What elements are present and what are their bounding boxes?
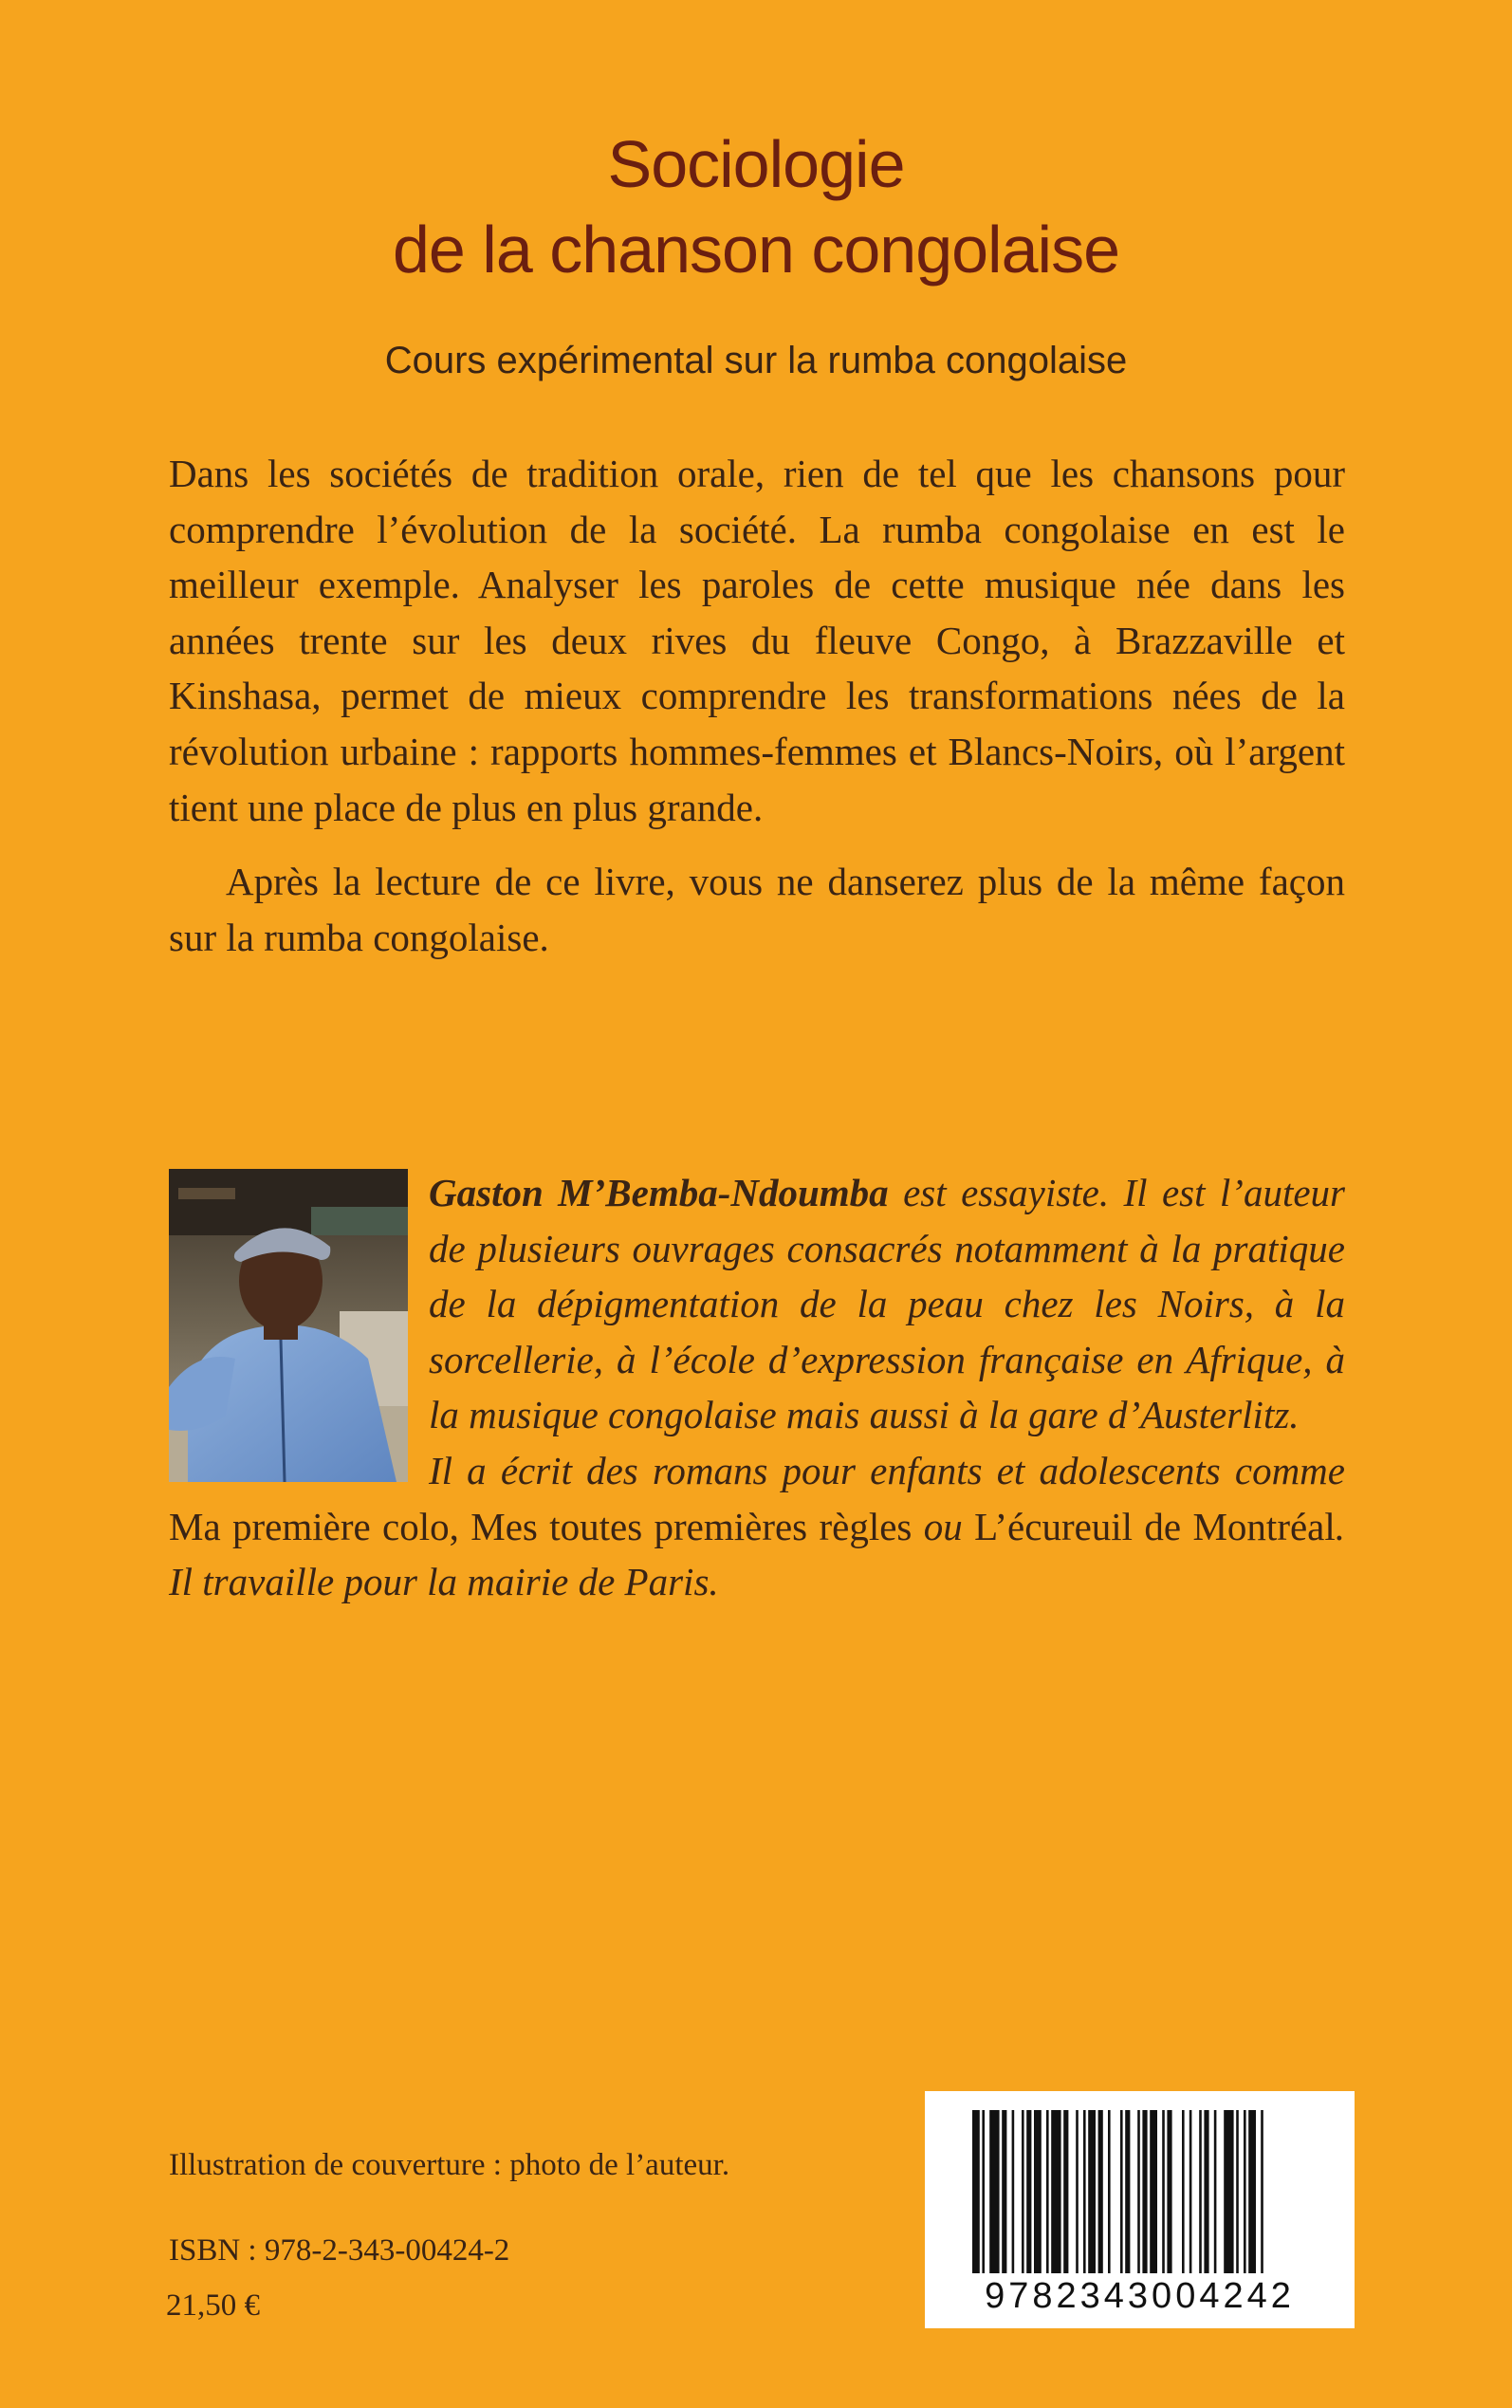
barcode-bar [1204, 2110, 1208, 2273]
barcode-bars [925, 2091, 1355, 2281]
barcode-bar [1244, 2110, 1246, 2273]
photo-spacer [169, 1165, 429, 1478]
barcode-bar [1199, 2110, 1202, 2273]
blurb-paragraph-1: Dans les sociétés de tradition orale, rien de tel que les chansons pour comprendre l’évolution de la société. La rumba congolaise en est le meilleur exemple. Analyser les paroles de cette musique née dans les années trente sur les deux rives du fleuve Congo, à Brazzaville et Kinshasa, permet de mieux comprendre les transformations nées de la révolution urbaine : rapports hommes-femmes et Blancs-Noirs, où l’argent tient une place de plus en plus grande. [169, 452, 1345, 829]
barcode-bar [1261, 2110, 1263, 2273]
book-title-1: Ma première colo [169, 1504, 450, 1548]
barcode-bar [1189, 2110, 1192, 2273]
barcode-bar [972, 2110, 980, 2273]
barcode-bar [1162, 2110, 1165, 2273]
barcode-bar [1012, 2110, 1015, 2273]
title-line-2: de la chanson congolaise [392, 213, 1120, 287]
barcode-bar [1051, 2110, 1060, 2273]
barcode-bar [1248, 2110, 1256, 2273]
author-bio-text-1: est essayiste. Il est l’auteur de plusieurs ouvrages consacrés notamment à la pratique de la dépigmentation de la peau chez les Noirs, à la sorcellerie, à l’école d’expression française en Afrique, à la musique congolaise mais aussi à la gare d’Austerlitz. [429, 1171, 1345, 1437]
barcode-bar [1137, 2110, 1140, 2273]
barcode-bar [989, 2110, 999, 2273]
barcode [925, 2091, 1355, 2328]
barcode-bar [1022, 2110, 1024, 2273]
author-bio-text-2: Il a écrit des romans pour enfants et adolescents comme [429, 1448, 1345, 1492]
separator-1: , [449, 1504, 471, 1548]
barcode-bar [1125, 2110, 1130, 2273]
book-title-3: L’écureuil de Montréal [974, 1504, 1336, 1548]
barcode-bar [982, 2110, 985, 2273]
author-bio [169, 1165, 1345, 1610]
barcode-bar [1088, 2110, 1096, 2273]
cover-credit: Illustration de couverture : photo de l’auteur. [169, 2148, 730, 2182]
book-title [0, 121, 1512, 292]
barcode-bar [1120, 2110, 1123, 2273]
isbn-number: ISBN : 978-2-343-00424-2 [169, 2233, 510, 2268]
barcode-bar [1034, 2110, 1042, 2273]
barcode-bar [1026, 2110, 1031, 2273]
barcode-bar [1108, 2110, 1111, 2273]
barcode-bar [1182, 2110, 1185, 2273]
author-bio-paragraph-1 [169, 1165, 1345, 1443]
author-bio-text-3: . Il travaille pour la mairie de Paris. [169, 1504, 1346, 1604]
barcode-bar [1142, 2110, 1147, 2273]
price: 21,50 € [166, 2288, 260, 2323]
barcode-bar [1224, 2110, 1233, 2273]
separator-2: ou [912, 1504, 975, 1548]
barcode-bar [1083, 2110, 1086, 2273]
barcode-bar [1098, 2110, 1103, 2273]
author-name: Gaston M’Bemba-Ndoumba [429, 1171, 889, 1214]
barcode-bar [1046, 2110, 1049, 2273]
barcode-bar [1167, 2110, 1171, 2273]
barcode-bar [1214, 2110, 1217, 2273]
back-cover-blurb [169, 446, 1345, 965]
book-subtitle: Cours expérimental sur la rumba congolaise [384, 340, 1128, 381]
book-title-2: Mes toutes premières règles [470, 1504, 913, 1548]
barcode-number: 9782343004242 [985, 2276, 1295, 2316]
barcode-bar [1150, 2110, 1157, 2273]
barcode-bar [1002, 2110, 1006, 2273]
title-line-1: Sociologie [607, 127, 905, 201]
blurb-paragraph-2: Après la lecture de ce livre, vous ne danserez plus de la même façon sur la rumba congolaise. [169, 860, 1345, 959]
barcode-bar [1063, 2110, 1068, 2273]
barcode-bar [1076, 2110, 1079, 2273]
barcode-bar [1236, 2110, 1239, 2273]
